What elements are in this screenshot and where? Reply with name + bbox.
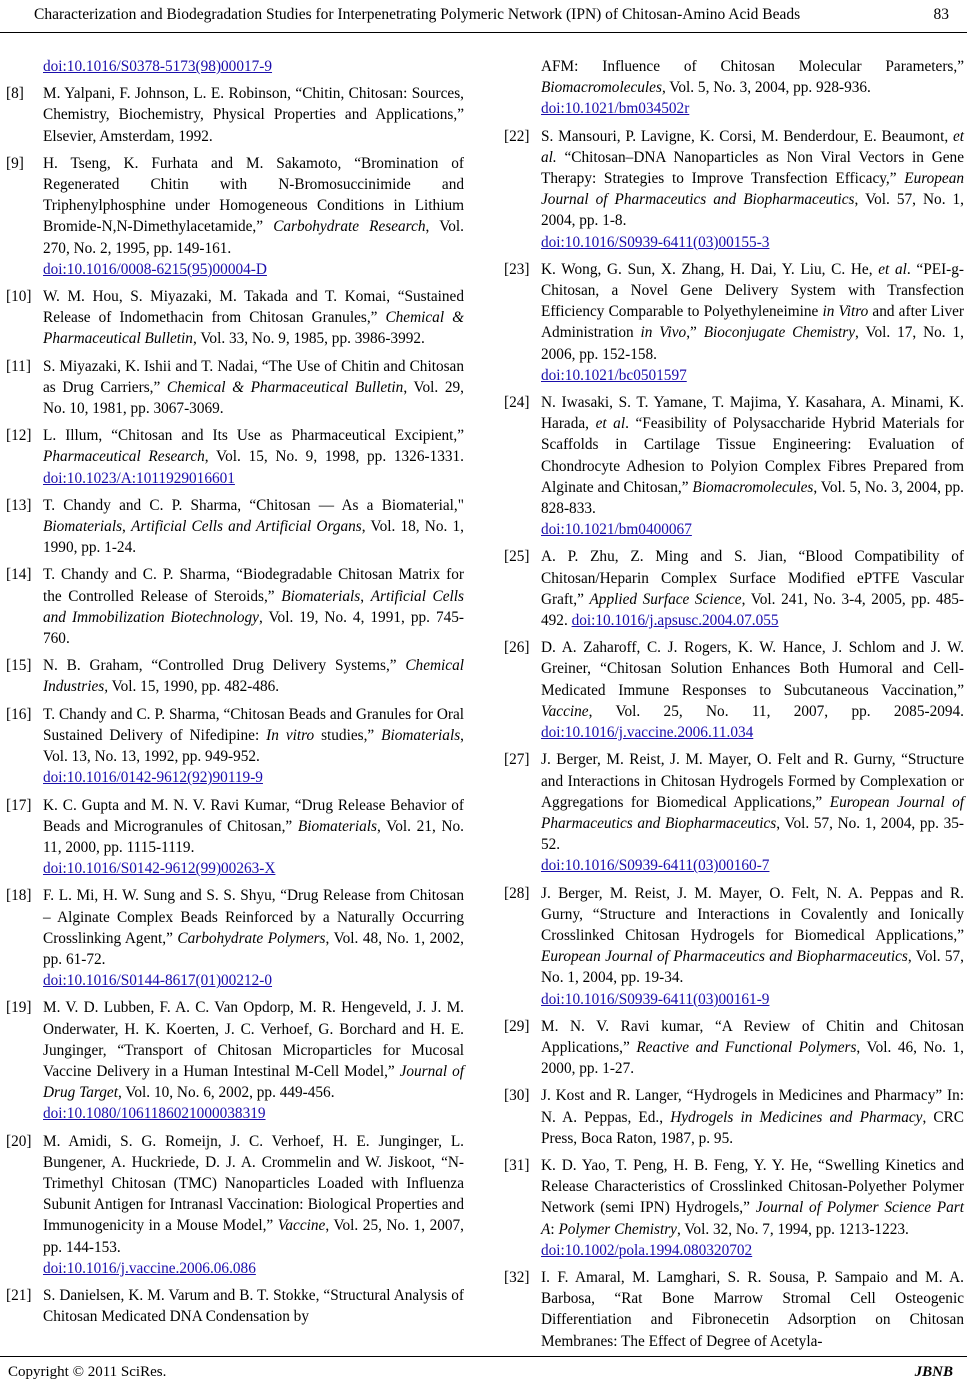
- reference-number: [8]: [6, 85, 24, 103]
- italic-title: Vaccine: [541, 702, 589, 720]
- reference-text: , Vol. 13, No. 13, 1992, pp. 949-952.: [43, 726, 464, 766]
- continued-reference: [504, 56, 964, 120]
- italic-title: Carbohydrate Research: [273, 218, 426, 236]
- italic-title: Biomacromolecules: [541, 79, 662, 97]
- reference-number: [13]: [6, 496, 32, 514]
- doi-link[interactable]: doi:10.1021/bm034502r: [541, 100, 690, 118]
- reference-text: , Vol. 33, No. 9, 1985, pp. 3986-3992.: [192, 330, 425, 348]
- reference-item: [504, 1085, 964, 1149]
- reference-text: , Vol. 5, No. 3, 2004, pp. 828-833.: [541, 478, 964, 518]
- doi-link[interactable]: doi:10.1016/j.vaccine.2006.11.034: [541, 724, 754, 742]
- italic-title: Biomacromolecules: [692, 478, 814, 496]
- reference-number: [28]: [504, 884, 530, 902]
- reference-item: [6, 564, 464, 649]
- reference-list-right: [504, 126, 964, 1352]
- reference-text: , Vol. 21, No. 11, 2000, pp. 1115-1119.: [43, 817, 464, 856]
- italic-title: Artificial Cells and Artificial Organs: [131, 518, 362, 536]
- reference-text: , Vol. 57, No. 1, 2004, pp. 1-8.: [541, 191, 964, 230]
- left-column: [6, 56, 464, 1333]
- reference-number: [9]: [6, 154, 24, 172]
- reference-text: , CRC Press, Boca Raton, 1987, p. 95.: [541, 1108, 964, 1147]
- reference-item: [504, 392, 964, 540]
- reference-text: K. Wong, G. Sun, X. Zhang, H. Dai, Y. Liu, C. He,: [541, 260, 879, 278]
- reference-item: [504, 637, 964, 743]
- doi-link[interactable]: doi:10.1016/S0142-9612(99)00263-X: [43, 860, 276, 878]
- reference-number: [17]: [6, 796, 32, 814]
- doi-link[interactable]: doi:10.1016/S0939-6411(03)00160-7: [541, 857, 770, 875]
- italic-title: Polymer Chemistry: [558, 1220, 677, 1238]
- italic-title: et al: [595, 415, 626, 433]
- reference-text: , Vol. 57, No. 1, 2004, pp. 35-52.: [541, 814, 964, 854]
- italic-title: Pharmaceutical Research: [43, 448, 205, 466]
- reference-text: K. C. Gupta and M. N. V. Ravi Kumar, “Drug Release Behavior of Beads and Microgranules of Chitosan,”: [43, 796, 464, 835]
- italic-title: European Journal of Pharmaceutics and Biopharmaceutics: [541, 793, 964, 832]
- italic-title: Hydrogels in Medicines and Pharmacy: [670, 1108, 923, 1126]
- reference-number: [23]: [504, 260, 530, 278]
- reference-text: M. N. V. Ravi kumar, “A Review of Chitin and Chitosan Applications,”: [541, 1017, 964, 1056]
- italic-title: Journal of Drug Target: [43, 1062, 464, 1102]
- doi-link[interactable]: doi:10.1080/1061186021000038319: [43, 1105, 266, 1123]
- page-number: 83: [933, 6, 949, 23]
- reference-text: M. V. D. Lubben, F. A. C. Van Opdorp, M. R. Hengeveld, J. J. M. Onderwater, H. K. Koerten, J. C. Verhoef, G. Borchard and H. E. Junginger, “Transport of Chitosan Microparticles for Mucosal Vaccine Delivery in a Human Intestinal M-Cell Model,”: [43, 999, 464, 1080]
- reference-item: [6, 655, 464, 697]
- reference-text: , Vol. 17, No. 1, 2006, pp. 152-158.: [541, 324, 964, 363]
- reference-number: [21]: [6, 1286, 32, 1304]
- reference-text: , Vol. 270, No. 2, 1995, pp. 149-161.: [43, 218, 465, 257]
- reference-item: [6, 286, 464, 350]
- reference-text: , Vol. 25, No. 11, 2007, pp. 2085-2094.: [588, 702, 964, 720]
- italic-title: Chemical & Pharmaceutical Bulletin: [43, 309, 464, 348]
- reference-item: [504, 1267, 964, 1352]
- reference-item: [6, 495, 464, 559]
- reference-item: [6, 425, 464, 489]
- reference-item: [504, 126, 964, 253]
- italic-title: in Vitro: [822, 303, 869, 321]
- italic-title: et al.: [541, 127, 964, 166]
- reference-text: . “PEI-g-Chitosan, a Novel Gene Delivery System with Transfection Efficiency Comparable to Polyethyleneimine: [541, 260, 964, 321]
- reference-text: T. Chandy and C. P. Sharma, “Chitosan Beads and Granules for Oral Sustained Delivery of Nifedipine:: [43, 705, 464, 744]
- header-rule: [0, 32, 967, 33]
- reference-item: [6, 83, 464, 147]
- reference-text: K. D. Yao, T. Peng, H. B. Feng, Y. Y. He, “Swelling Kinetics and Release Characteristics of Crosslinked Chitosan-Polyether Polymer Network (semi IPN) Hydrogels,”: [541, 1156, 964, 1217]
- reference-text: , Vol. 10, No. 6, 2002, pp. 449-456.: [117, 1084, 335, 1102]
- reference-number: [22]: [504, 127, 530, 145]
- reference-number: [15]: [6, 657, 32, 675]
- reference-number: [18]: [6, 887, 32, 905]
- reference-text: , Vol. 5, No. 3, 2004, pp. 928-936.: [661, 79, 871, 97]
- doi-link[interactable]: doi:10.1016/S0378-5173(98)00017-9: [43, 58, 273, 75]
- reference-item: [6, 153, 464, 280]
- reference-list-left: [6, 83, 464, 1327]
- italic-title: Reactive and Functional Polymers: [636, 1038, 857, 1056]
- reference-text: ,: [360, 587, 371, 605]
- running-title: Characterization and Biodegradation Studies for Interpenetrating Polymeric Network (IPN) of Chitosan-Amino Acid Beads: [34, 6, 801, 23]
- reference-text: J. Berger, M. Reist, J. M. Mayer, O. Felt and R. Gurny, “Structure and Interactions in Chitosan Hydrogels Formed by Complexation or Aggregations for Biomedical Applications,”: [541, 751, 964, 811]
- reference-text: Vol. 15, 1990, pp. 482-486.: [108, 678, 280, 696]
- doi-link[interactable]: doi:10.1016/0142-9612(92)90119-9: [43, 769, 263, 787]
- reference-text: , Vol. 29, No. 10, 1981, pp. 3067-3069.: [43, 378, 464, 418]
- reference-text: , Vol. 15, No. 9, 1998, pp. 1326-1331.: [204, 448, 464, 466]
- doi-link[interactable]: doi:10.1016/S0144-8617(01)00212-0: [43, 972, 273, 990]
- reference-number: [25]: [504, 548, 530, 566]
- reference-text: , Vol. 18, No. 1, 1990, pp. 1-24.: [43, 518, 464, 557]
- reference-text: I. F. Amaral, M. Lamghari, S. R. Sousa, P. Sampaio and M. A. Barbosa, “Rat Bone Marrow Stromal Cell Osteogenic Differentiation and Fibronecetin Adsorption on Chitosan Membranes: The Effect of Degree of Acetyla-: [541, 1268, 964, 1350]
- italic-title: Biomaterials: [43, 518, 123, 536]
- reference-number: [20]: [6, 1132, 32, 1150]
- running-header: [0, 6, 967, 34]
- italic-title: Chemical Industries,: [43, 657, 464, 696]
- reference-number: [30]: [504, 1087, 530, 1105]
- reference-text: T. Chandy and C. P. Sharma, “Chitosan — As a Biomaterial,": [43, 496, 464, 514]
- reference-number: [16]: [6, 705, 32, 723]
- reference-item: [6, 885, 464, 991]
- reference-number: [26]: [504, 639, 530, 657]
- reference-item: [504, 883, 964, 1010]
- reference-text: M. Amidi, S. G. Romeijn, J. C. Verhoef, H. E. Junginger, L. Bungener, A. Huckriede, D. J. A. Crommelin and W. Jiskoot, “N-Trimethyl Chitosan (TMC) Nanoparticles Loaded with Influenza Subunit Antigen for Intranasl Vaccination: Biological Properties and Immunogenicity in a Mouse Model,”: [43, 1132, 464, 1235]
- doi-link[interactable]: doi:10.1016/j.apsusc.2004.07.055: [571, 612, 779, 630]
- reference-text: S. Danielsen, K. M. Varum and B. T. Stokke, “Structural Analysis of Chitosan Medicated DNA Condensation by: [43, 1286, 464, 1326]
- reference-text: N. B. Graham, “Controlled Drug Delivery Systems,”: [43, 657, 406, 675]
- reference-item: [504, 749, 964, 876]
- reference-item: [504, 1155, 964, 1261]
- italic-title: Biomaterials: [281, 587, 361, 605]
- reference-text: and after Liver Administration: [541, 303, 964, 342]
- reference-number: [29]: [504, 1017, 530, 1035]
- italic-title: Artificial Cells and Immobilization Biotechnology: [43, 587, 464, 626]
- reference-text: , Vol. 241, No. 3-4, 2005, pp. 485-492.: [541, 590, 964, 630]
- italic-title: Carbohydrate Polymers: [177, 929, 326, 947]
- reference-text: L. Illum, “Chitosan and Its Use as Pharmaceutical Excipient,”: [43, 427, 464, 445]
- reference-text: . “Feasibility of Polysaccharide Hybrid Materials for Scaffolds in Cartilage Tissue Engineering: Evaluation of Chondrocyte Adhesion to Polyion Complex Fibres Prepared from Alginate and Chitosan,”: [541, 415, 964, 496]
- italic-title: Vaccine: [277, 1217, 326, 1235]
- italic-title: et al: [878, 260, 907, 278]
- reference-text: ,: [122, 518, 132, 536]
- reference-text: , Vol. 25, No. 1, 2007, pp. 144-153.: [43, 1217, 464, 1256]
- italic-title: in Vivo: [640, 324, 687, 342]
- reference-text: S. Miyazaki, K. Ishii and T. Nadai, “The Use of Chitin and Chitosan as Drug Carriers,”: [43, 357, 464, 396]
- reference-text: M. Yalpani, F. Johnson, L. E. Robinson, “Chitin, Chitosan: Sources, Chemistry, Biochemistry, Physical Properties and Applications,” Elsevier, Amsterdam, 1992.: [43, 85, 464, 145]
- reference-text: :: [550, 1220, 559, 1238]
- reference-item: [504, 259, 964, 386]
- reference-item: [6, 997, 464, 1124]
- reference-item: [6, 795, 464, 880]
- doi-link[interactable]: doi:10.1016/0008-6215(95)00004-D: [43, 260, 267, 278]
- reference-text: W. M. Hou, S. Miyazaki, M. Takada and T. Komai, “Sustained Release of Indomethacin from Chitosan Granules,”: [43, 288, 464, 327]
- doi-link[interactable]: doi:10.1021/bc0501597: [541, 366, 687, 384]
- italic-title: European Journal of Pharmaceutics and Biopharmaceutics: [541, 170, 964, 209]
- reference-text: F. L. Mi, H. W. Sung and S. S. Shyu, “Drug Release from Chitosan – Alginate Complex Beads Reinforced by a Naturally Occurring Crosslinking Agent,”: [43, 887, 464, 947]
- reference-item: [6, 704, 464, 789]
- journal-abbreviation: JBNB: [914, 1364, 953, 1380]
- right-column: [504, 56, 964, 1358]
- doi-link[interactable]: doi:10.1002/pola.1994.080320702: [541, 1241, 753, 1259]
- copyright-notice: Copyright © 2011 SciRes.: [8, 1364, 167, 1380]
- reference-text: , Vol. 46, No. 1, 2000, pp. 1-27.: [541, 1038, 964, 1078]
- reference-text: AFM: Influence of Chitosan Molecular Parameters,”: [541, 58, 964, 75]
- doi-link[interactable]: doi:10.1021/bm0400067: [541, 521, 692, 539]
- reference-text: T. Chandy and C. P. Sharma, “Biodegradable Chitosan Matrix for the Controlled Release of Steroids,”: [43, 566, 464, 605]
- reference-text: A. P. Zhu, Z. Ming and S. Jian, “Blood Compatibility of Chitosan/Heparin Complex Surface Modified ePTFE Vascular Graft,”: [541, 548, 964, 608]
- doi-link[interactable]: doi:10.1016/S0939-6411(03)00155-3: [541, 233, 770, 251]
- reference-item: [504, 1016, 964, 1080]
- doi-link[interactable]: doi:10.1016/S0939-6411(03)00161-9: [541, 990, 770, 1008]
- reference-text: N. Iwasaki, S. T. Yamane, T. Majima, Y. Kasahara, A. Minami, K. Harada,: [541, 394, 964, 433]
- reference-number: [14]: [6, 566, 32, 584]
- reference-text: studies,”: [314, 726, 382, 744]
- continued-reference: [6, 56, 464, 77]
- reference-item: [6, 1131, 464, 1279]
- reference-text: , Vol. 32, No. 7, 1994, pp. 1213-1223.: [676, 1220, 909, 1238]
- footer-rule: [0, 1356, 967, 1357]
- reference-text: J. Kost and R. Langer, “Hydrogels in Medicines and Pharmacy” In: N. A. Peppas, Ed.,: [541, 1087, 964, 1126]
- reference-text: “Chitosan–DNA Nanoparticles as Non Viral Vectors in Gene Therapy: Strategies to Improve Transfection Efficacy,”: [541, 148, 964, 188]
- reference-number: [27]: [504, 751, 530, 769]
- reference-text: H. Tseng, K. Furhata and M. Sakamoto, “Bromination of Regenerated Chitin with N-Bromosuccinimide and Triphenylphosphine under Homogeneous Conditions in Lithium Bromide-N,N-Dimethylacetamide,”: [43, 154, 464, 236]
- reference-text: S. Mansouri, P. Lavigne, K. Corsi, M. Benderdour, E. Beaumont,: [541, 127, 953, 145]
- reference-number: [32]: [504, 1268, 530, 1286]
- reference-text: D. A. Zaharoff, C. J. Rogers, K. W. Hance, J. Schlom and J. W. Greiner, “Chitosan Solution Enhances Both Humoral and Cell-Medicated Immune Responses to Subcutaneous Vaccination,”: [541, 639, 964, 699]
- reference-text: , Vol. 19, No. 4, 1991, pp. 745-760.: [43, 608, 464, 648]
- reference-item: [6, 356, 464, 420]
- reference-number: [24]: [504, 394, 530, 412]
- reference-number: [11]: [6, 357, 31, 375]
- italic-title: Biomaterials: [297, 817, 377, 835]
- italic-title: Chemical & Pharmaceutical Bulletin: [166, 378, 404, 396]
- reference-number: [10]: [6, 288, 32, 306]
- reference-text: J. Berger, M. Reist, J. M. Mayer, O. Felt, N. A. Peppas and R. Gurny, “Structure and Interactions in Covalently and Ionically Crosslinked Chitosan Hydrogels for Biomedical Applications,”: [541, 884, 964, 944]
- italic-title: Bioconjugate Chemistry: [703, 324, 856, 342]
- italic-title: Applied Surface Science: [589, 590, 742, 608]
- reference-text: , Vol. 57, No. 1, 2004, pp. 19-34.: [541, 948, 964, 987]
- reference-text: , Vol. 48, No. 1, 2002, pp. 61-72.: [43, 929, 464, 968]
- italic-title: Biomaterials: [381, 726, 461, 744]
- reference-number: [31]: [504, 1156, 530, 1174]
- doi-link[interactable]: doi:10.1016/j.vaccine.2006.06.086: [43, 1259, 256, 1277]
- reference-item: [6, 1285, 464, 1327]
- reference-number: [12]: [6, 427, 32, 445]
- reference-number: [19]: [6, 999, 32, 1017]
- italic-title: Journal of Polymer Science Part A: [541, 1199, 964, 1238]
- italic-title: In vitro: [266, 726, 315, 744]
- doi-link[interactable]: doi:10.1023/A:1011929016601: [43, 469, 235, 487]
- reference-item: [504, 546, 964, 631]
- italic-title: European Journal of Pharmaceutics and Biopharmaceutics: [541, 948, 908, 966]
- reference-text: ,”: [686, 324, 704, 342]
